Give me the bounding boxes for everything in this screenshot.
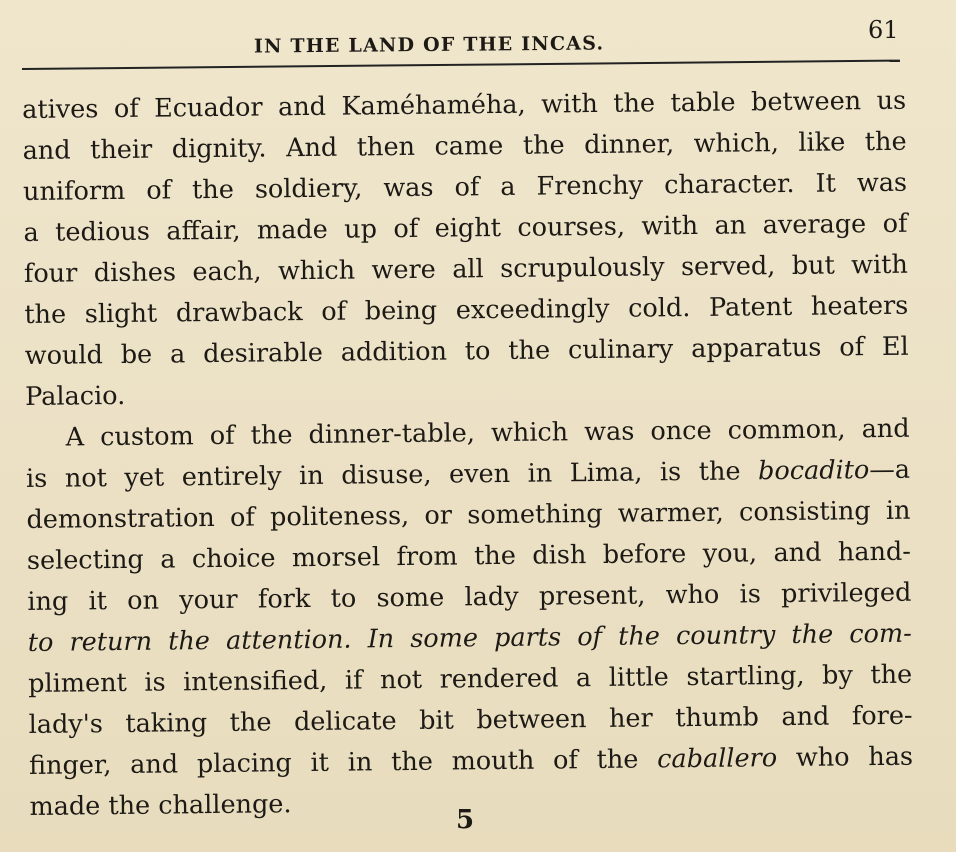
- text-segment: finger, and placing it in the mouth of the: [28, 744, 658, 781]
- text-segment: who has: [776, 741, 914, 774]
- paragraph-1-line-8: Palacio.: [25, 380, 126, 412]
- paragraph-2-line-1: A custom of the dinner-table, which was once common, and: [65, 413, 910, 453]
- paragraph-2-line-3: demonstration of politeness, or something warmer, consisting in: [26, 495, 911, 535]
- paragraph-1-line-7: would be a desirable addition to the culinary apparatus of El: [24, 331, 909, 371]
- page-number: 61: [868, 16, 899, 44]
- running-head: IN THE LAND OF THE INCAS.: [253, 32, 605, 58]
- paragraph-2-line-7: pliment is intensified, if not rendered a little startling, by the: [28, 659, 913, 699]
- body-text: [22, 81, 914, 828]
- paragraph-2-line-4: selecting a choice morsel from the dish before you, and hand-: [26, 536, 912, 576]
- text-segment: —a: [869, 454, 911, 486]
- paragraph-1-line-5: four dishes each, which were all scrupulously served, but with: [23, 249, 909, 289]
- paragraph-2-line-6: to return the attention. In some parts of the country the com-: [27, 618, 912, 658]
- paragraph-1-line-4: a tedious affair, made up of eight courses, with an average of: [23, 208, 908, 248]
- italic-term-bocadito: bocadito: [757, 455, 870, 487]
- paragraph-1-line-3: uniform of the soldiery, was of a Frenchy character. It was: [22, 167, 908, 207]
- paragraph-1-line-6: the slight drawback of being exceedingly cold. Patent heaters: [24, 290, 909, 330]
- italic-term-caballero: caballero: [657, 743, 778, 775]
- page-header: [0, 14, 956, 64]
- signature-mark: 5: [456, 805, 475, 835]
- paragraph-1-line-2: and their dignity. And then came the dinner, which, like the: [22, 126, 907, 166]
- paragraph-2-line-8: lady's taking the delicate bit between her thumb and fore-: [28, 700, 913, 740]
- paragraph-2-line-10: made the challenge.: [29, 789, 292, 822]
- paragraph-2-line-5: ing it on your fork to some lady present, who is privileged: [27, 577, 912, 617]
- paragraph-1-line-1: atives of Ecuador and Kaméhaméha, with the table between us: [22, 85, 907, 125]
- text-segment: is not yet entirely in disuse, even in Lima, is the: [25, 456, 759, 494]
